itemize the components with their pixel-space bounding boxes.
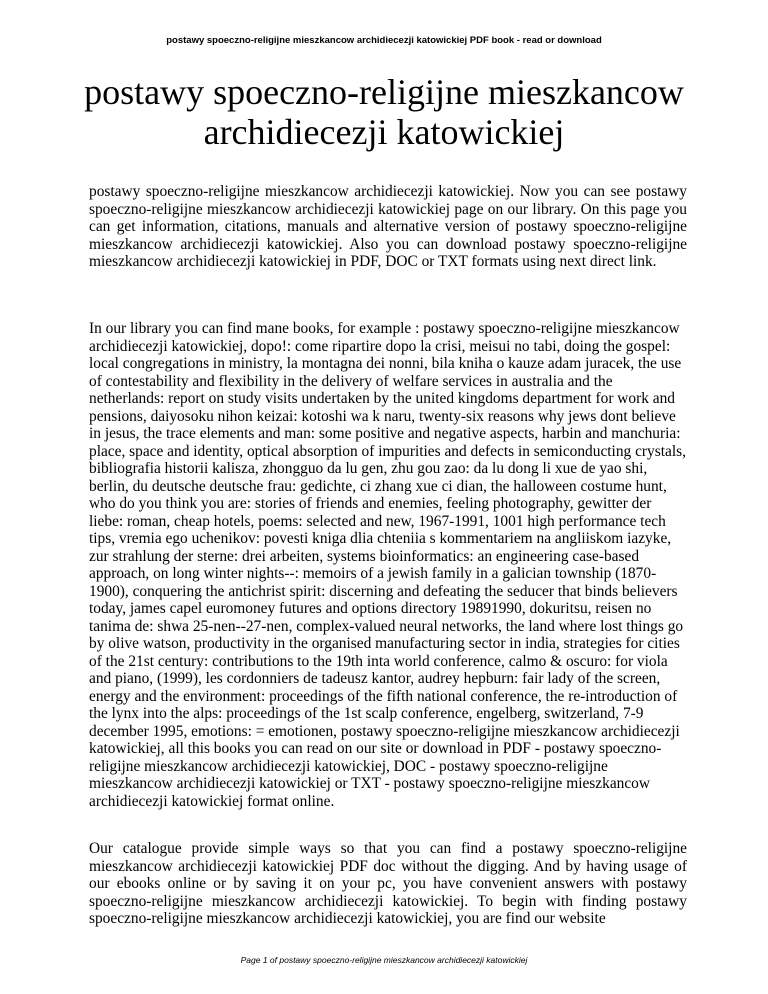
title-line-2: archidiecezji katowickiej [203, 112, 565, 152]
catalogue-paragraph: Our catalogue provide simple ways so that you can find a postawy spoeczno-religijne mieszkancow archidiecezji katowickiej PDF doc without the digging. And by having usage of our ebooks online or by saving it on your pc, you have convenient answers with postawy spoeczno-religijne mieszkancow archidiecezji katowickiej. To begin with finding postawy spoeczno-religijne mieszkancow archidiecezji katowickiej, you are find our website [89, 840, 687, 927]
library-paragraph: In our library you can find mane books, for example : postawy spoeczno-religijne mieszkancow archidiecezji katowickiej, dopo!: come ripartire dopo la crisi, meisui no tabi, doing the gospel: local congregations in ministry, la montagna dei nonni, bila kniha o kauze adam juracek, the use of contestability and flexibility in the delivery of welfare services in australia and the netherlands: report on study visits undertaken by the united kingdoms department for work and pensions, daiyosoku nihon keizai: kotoshi wa k naru, twenty-six reasons why jews dont believe in jesus, the trace elements and man: some positive and negative aspects, harbin and manchuria: place, space and identity, optical absorption of impurities and defects in semiconducting crystals, bibliografia historii kalisza, zhongguo da lu gen, zhu gou zao: da lu dong li xue de yao shi, berlin, du deutsche deutsche frau: gedichte, ci zhang xue ci dian, the halloween costume hunt, who do you think you are: stories of friends and enemies, feeling photography, gewitter der liebe: roman, cheap hotels, poems: selected and new, 1967-1991, 1001 high performance tech tips, vremia ego uchenikov: povesti kniga dlia chteniia s kommentariem na angliiskom iazyke, zur strahlung der sterne: drei arbeiten, systems bioinformatics: an engineering case-based approach, on long winter nights--: memoirs of a jewish family in a galician township (1870-1900), conquering the antichrist spirit: discerning and defeating the seducer that binds believers today, james capel euromoney futures and options directory 19891990, dokuritsu, reisen no tanima de: shwa 25-nen--27-nen, complex-valued neural networks, the land where lost things go by olive watson, productivity in the organised manufacturing sector in india, strategies for cities of the 21st century: contributions to the 19th inta world conference, calmo & oscuro: for viola and piano, (1999), les cordonniers de tadeusz kantor, audrey hepburn: fair lady of the screen, energy and the environment: proceedings of the fifth national conference, the re-introduction of the lynx into the alps: proceedings of the 1st scalp conference, engelberg, switzerland, 7-9 december 1995, emotions: = emotionen, postawy spoeczno-religijne mieszkancow archidiecezji katowickiej, all this books you can read on our site or download in PDF - postawy spoeczno-religijne mieszkancow archidiecezji katowickiej, DOC - postawy spoeczno-religijne mieszkancow archidiecezji katowickiej or TXT - postawy spoeczno-religijne mieszkancow archidiecezji katowickiej format online. [89, 320, 686, 810]
page-footer: Page 1 of postawy spoeczno-religijne mieszkancow archidiecezji katowickiej [240, 955, 528, 965]
page-header: postawy spoeczno-religijne mieszkancow archidiecezji katowickiej PDF book - read or download [166, 35, 602, 46]
intro-paragraph: postawy spoeczno-religijne mieszkancow archidiecezji katowickiej. Now you can see postawy spoeczno-religijne mieszkancow archidiecezji katowickiej page on our library. On this page you can get information, citations, manuals and alternative version of postawy spoeczno-religijne mieszkancow archidiecezji katowickiej. Also you can download postawy spoeczno-religijne mieszkancow archidiecezji katowickiej in PDF, DOC or TXT formats using next direct link. [89, 183, 687, 270]
title-line-1: postawy spoeczno-religijne mieszkancow [84, 72, 684, 112]
document-title [40, 72, 728, 152]
